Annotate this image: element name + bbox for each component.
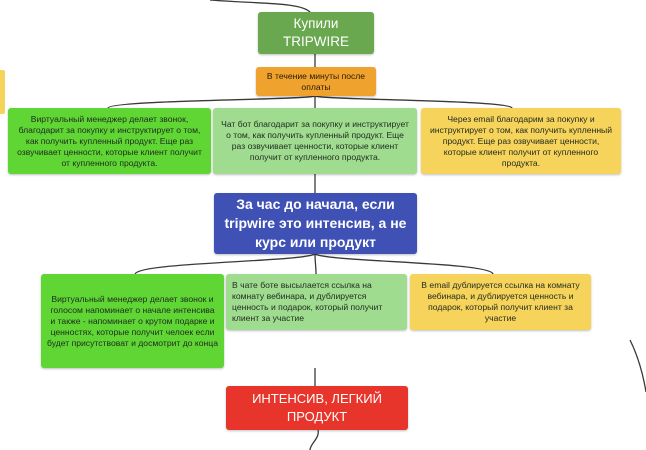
connector-branch-1 <box>108 96 315 108</box>
node-step2-bot <box>226 274 407 330</box>
side-partial-block <box>0 70 5 114</box>
node-step1-manager <box>8 108 211 174</box>
node-within-minute-text: В течение минуты после оплаты <box>266 70 366 92</box>
connector-branch-2b <box>315 254 316 274</box>
node-hour-before <box>214 193 417 254</box>
connector-branch-1c <box>315 96 512 108</box>
connector-right-edge <box>630 340 646 392</box>
node-intensive-text: ИНТЕНСИВ, ЛЕГКИЙ ПРОДУКТ <box>252 391 382 424</box>
node-hour-before-text: За час до начала, если tripwire это интенсив, а не курс или продукт <box>224 196 407 250</box>
node-within-minute <box>256 67 376 96</box>
node-step2-bot-text: В чате боте высылается ссылка на комнату вебинара, и дублируется ценность и подарок, который получит клиент за участие <box>232 280 383 323</box>
connector-branch-2 <box>135 254 315 274</box>
connector-branch-2c <box>315 254 493 274</box>
node-step1-email <box>421 108 621 174</box>
connector-bottom-out <box>310 430 318 450</box>
node-bought-tripwire-text: Купили TRIPWIRE <box>283 16 349 49</box>
node-step2-email-text: В email дублируется ссылка на комнату вебинара, и дублируется ценность и подарок, который получит клиент за участие <box>421 280 580 323</box>
node-step2-manager <box>41 274 224 368</box>
node-step1-email-text: Через email благодарим за покупку и инструктирует о том, как получить купленный продукт. Еще раз озвучивает ценности, которые клиент получит от купленного продукта. <box>429 113 613 168</box>
node-step1-bot-text: Чат бот благодарит за покупку и инструктирует о том, как получить купленный продукт. Еще раз озвучивает ценности, которые клиент получит от купленного продукта. <box>221 119 409 162</box>
node-step1-bot <box>213 108 417 174</box>
connector-top-in <box>210 0 310 12</box>
node-bought-tripwire <box>258 12 374 54</box>
node-step2-manager-text: Виртуальный менеджер делает звонок и голосом напоминает о начале интенсива и также - напоминает о крутом подарке и ценностях, которые получит челоек если будет присутствоват и досмотрит до конца <box>47 293 218 348</box>
node-intensive <box>226 386 408 430</box>
node-step2-email <box>410 274 591 330</box>
node-step1-manager-text: Виртуальный менеджер делает звонок, благодарит за покупку и инструктирует о том, как получить купленный продукт. Еще раз озвучивает ценности, которые клиент получит от купленного продукта. <box>17 113 202 168</box>
